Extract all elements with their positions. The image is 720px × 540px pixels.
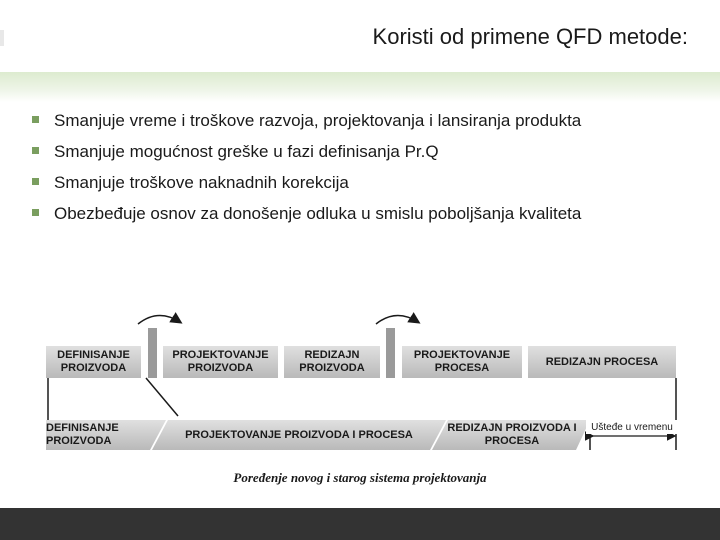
iteration-bar xyxy=(386,328,395,378)
design-comparison-diagram xyxy=(38,312,688,482)
timeline-line xyxy=(146,378,178,416)
bullet-item xyxy=(32,141,672,162)
iteration-bar xyxy=(148,328,157,378)
bullet-text: Obezbeđuje osnov za donošenje odluka u smislu poboljšanja kvaliteta xyxy=(54,204,582,223)
top-label-redizajn-procesa: REDIZAJN PROCESA xyxy=(545,355,659,368)
square-bullet-icon xyxy=(32,116,39,123)
top-label-projektovanje-procesa: PROJEKTOVANJE PROCESA xyxy=(413,349,511,374)
top-label-definisanje: DEFINISANJE PROIZVODA xyxy=(57,349,130,374)
bullet-text: Smanjuje troškove naknadnih korekcija xyxy=(54,173,349,192)
bullet-list xyxy=(32,110,672,234)
bullet-item xyxy=(32,172,672,193)
bullet-text: Smanjuje vreme i troškove razvoja, projektovanja i lansiranja produkta xyxy=(54,111,582,130)
top-label-projektovanje-proizvoda: PROJEKTOVANJE PROIZVODA xyxy=(172,349,269,374)
slide-edge-tab xyxy=(0,30,4,46)
slide-title: Koristi od primene QFD metode: xyxy=(372,24,688,49)
diagram-caption: Poređenje novog i starog sistema projektovanja xyxy=(233,470,487,485)
bullet-item xyxy=(32,110,672,131)
bottom-label-definisanje: DEFINISANJE PROIZVODA xyxy=(46,422,119,447)
square-bullet-icon xyxy=(32,209,39,216)
iteration-arrow xyxy=(138,315,180,324)
iteration-arrow xyxy=(376,315,418,324)
savings-label: Ušteđe u vremenu xyxy=(586,420,678,434)
square-bullet-icon xyxy=(32,178,39,185)
bottom-label-projektovanje: PROJEKTOVANJE PROIZVODA I PROCESA xyxy=(185,428,413,441)
footer-band xyxy=(0,508,720,540)
header-gradient-band xyxy=(0,72,720,102)
bottom-label-redizajn: REDIZAJN PROIZVODA I PROCESA xyxy=(447,422,577,447)
bullet-item xyxy=(32,203,672,224)
bullet-text: Smanjuje mogućnost greške u fazi definisanja Pr.Q xyxy=(54,142,439,161)
top-label-redizajn-proizvoda: REDIZAJN PROIZVODA xyxy=(299,349,365,374)
square-bullet-icon xyxy=(32,147,39,154)
